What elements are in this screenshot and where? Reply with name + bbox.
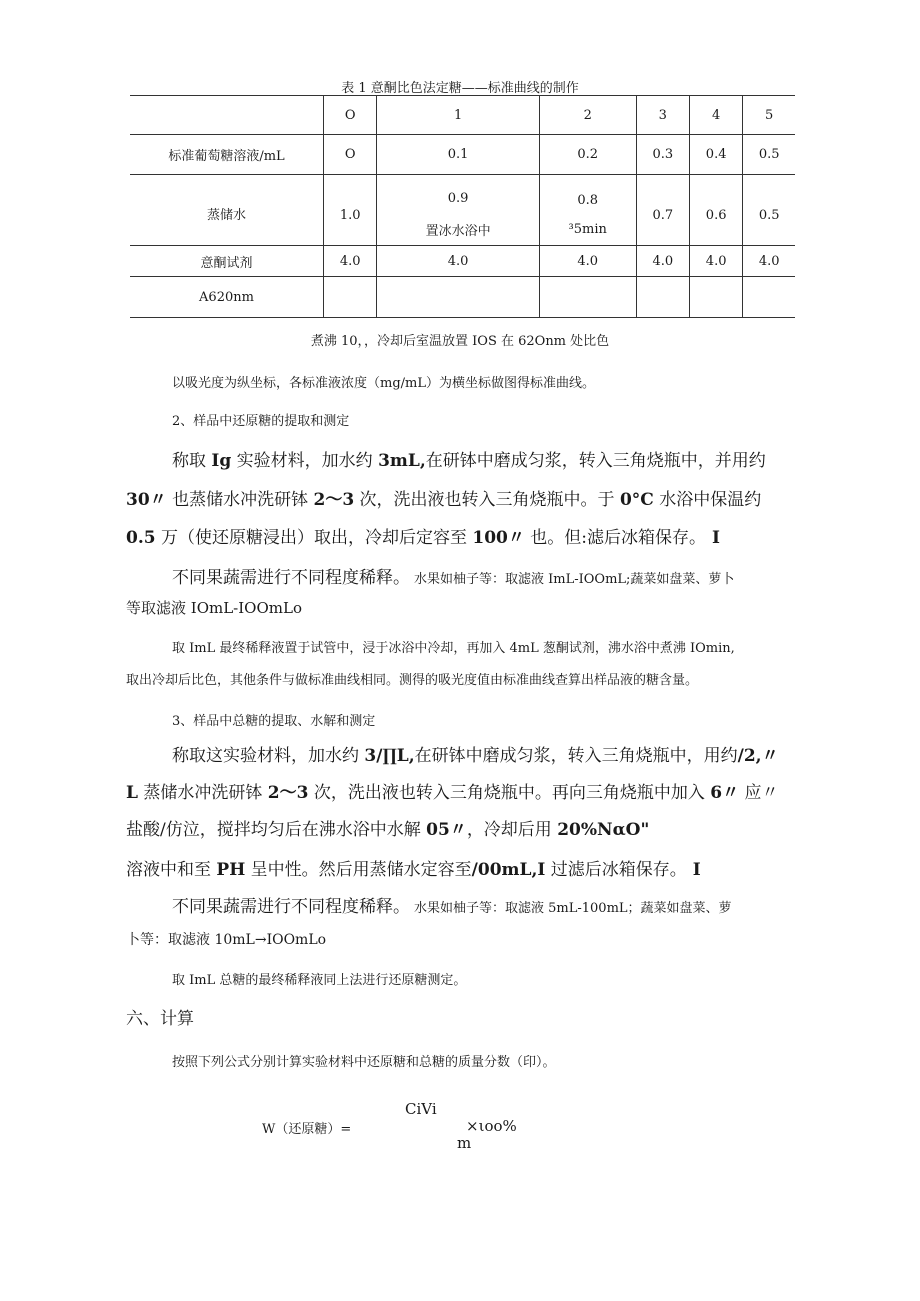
- text-run: 水浴中保温约: [653, 490, 762, 510]
- table-cell: [377, 277, 539, 318]
- row-label: A620nm: [130, 277, 324, 318]
- section3-line7: 取 ImL 总糖的最终稀释液同上法进行还原糖测定。: [172, 973, 467, 988]
- text-run: 称取: [172, 451, 212, 471]
- section2-line5: 等取滤液 IOmL-IOOmLo: [126, 599, 302, 617]
- section2-line2: [126, 485, 761, 510]
- text-run: 万（使还原糖浸出）取出，冷却后定容至: [155, 528, 473, 548]
- table-row: [130, 135, 795, 175]
- text-run: 不同果蔬需进行不同程度稀释。: [172, 568, 410, 588]
- text-run: 次，洗出液也转入三角烧瓶中。于: [354, 490, 620, 510]
- table-cell: [743, 175, 795, 246]
- text-run: 3mL,: [378, 451, 426, 471]
- section3-line4: [126, 855, 701, 880]
- table-footnote: 煮沸 10，，冷却后室温放置 IOS 在 62Onm 处比色: [310, 334, 610, 349]
- cell-value: 0.5: [758, 208, 780, 224]
- table-header-cell: 5: [743, 96, 795, 135]
- table-row: [130, 277, 795, 318]
- row-label: [130, 175, 324, 246]
- text-run: 也蒸储水冲洗研钵: [166, 490, 314, 510]
- text-run: 溶液中和至: [126, 860, 217, 880]
- table-header-cell: [130, 96, 324, 135]
- text-run: 盐酸/仿泣，搅拌均匀后在沸水浴中水解: [126, 820, 427, 840]
- row-label-text: 蒸储水: [206, 208, 246, 224]
- table-cell: 4.0: [743, 246, 795, 277]
- table-cell: 4.0: [689, 246, 742, 277]
- table-header-cell: 1: [377, 96, 539, 135]
- text-run: 在研钵中磨成匀浆，转入三角烧瓶中，用约: [414, 746, 738, 766]
- text-run: 水果如柚子等：取滤液 ImL-IOOmL;蔬菜如盘菜、萝卜: [414, 572, 735, 587]
- text-run: 05〃: [426, 820, 467, 840]
- text-run: PH: [216, 860, 246, 880]
- text-run: 也。但:滤后冰箱保存。: [524, 528, 707, 548]
- section3-heading: 3、样品中总糖的提取、水解和测定: [172, 714, 376, 729]
- table-cell: 0.5: [743, 135, 795, 175]
- text-run: 3∕∏L,: [364, 746, 415, 766]
- table-cell: 0.1: [377, 135, 539, 175]
- cell-note: 置冰水浴中: [425, 224, 491, 240]
- text-run: 应〃: [739, 783, 779, 803]
- text-run: 不同果蔬需进行不同程度稀释。: [172, 897, 410, 917]
- text-run: 0.5: [126, 528, 156, 548]
- text-run: 次，洗出液也转入三角烧瓶中。再向三角烧瓶中加入: [308, 783, 711, 803]
- formula-factor: ×ιoo%: [466, 1117, 517, 1135]
- section3-line1: [172, 741, 779, 766]
- text-run: 在研钵中磨成匀浆，转入三角烧瓶中，并用约: [425, 451, 766, 471]
- table-cell: 0.3: [636, 135, 689, 175]
- text-run: 实验材料，加水约: [231, 451, 379, 471]
- table-cell: [539, 175, 636, 246]
- table-cell: 4.0: [324, 246, 377, 277]
- cell-note: ³5min: [568, 222, 607, 238]
- cell-value: 1.0: [339, 208, 361, 224]
- cell-value: 0.7: [652, 208, 674, 224]
- table-cell: 0.4: [689, 135, 742, 175]
- text-run: 2～3: [313, 490, 355, 510]
- section2-line1: [172, 446, 766, 471]
- text-run: 水果如柚子等：取滤液 5mL-100mL；蔬菜如盘菜、萝: [414, 901, 732, 916]
- text-run: 蒸储水冲洗研钵: [137, 783, 268, 803]
- table-cell: 0.2: [539, 135, 636, 175]
- table-cell: [324, 175, 377, 246]
- table-header-cell: O: [324, 96, 377, 135]
- table-cell: [743, 277, 795, 318]
- table-cell: [689, 175, 742, 246]
- formula-numerator: CiVi: [405, 1100, 437, 1118]
- paragraph-curve: 以吸光度为纵坐标，各标准液浓度（mg/mL）为横坐标做图得标准曲线。: [172, 376, 595, 391]
- table-header-cell: 3: [636, 96, 689, 135]
- text-run: 30〃: [126, 490, 167, 510]
- section2-line4: [172, 563, 734, 588]
- text-run: 0°C: [619, 490, 654, 510]
- table-cell: [636, 175, 689, 246]
- text-run: 2～3: [267, 783, 309, 803]
- text-run: /2,〃: [737, 746, 779, 766]
- section3-line3: [126, 815, 649, 840]
- table-header-cell: 4: [689, 96, 742, 135]
- text-run: 100〃: [472, 528, 525, 548]
- cell-value: 0.9: [447, 190, 469, 206]
- section2-heading: 2、样品中还原糖的提取和测定: [172, 414, 350, 429]
- table-cell: [689, 277, 742, 318]
- table-cell: 4.0: [377, 246, 539, 277]
- section6-intro: 按照下列公式分别计算实验材料中还原糖和总糖的质量分数（印）。: [172, 1055, 556, 1070]
- section3-line6: 卜等：取滤液 10mL→IOOmLo: [126, 932, 327, 948]
- cell-value: 0.6: [705, 208, 727, 224]
- table-header-row: [130, 96, 795, 135]
- row-label: 标准葡萄糖溶液/mL: [130, 135, 324, 175]
- table-cell: [539, 277, 636, 318]
- formula-denominator: m: [457, 1134, 472, 1152]
- text-run: 呈中性。然后用蒸储水定容至: [245, 860, 472, 880]
- cell-value: 0.8: [577, 192, 599, 208]
- text-run: 20%NαO": [557, 820, 650, 840]
- table-row: [130, 246, 795, 277]
- section2-line7: 取出冷却后比色，其他条件与做标准曲线相同。测得的吸光度值由标准曲线查算出样品液的糖含量。: [126, 673, 699, 688]
- text-run: 6〃: [710, 783, 740, 803]
- section2-line6: 取 ImL 最终稀释液置于试管中，浸于冰浴中冷却，再加入 4mL 葱酮试剂，沸水浴中煮沸 IOmin,: [172, 641, 735, 656]
- table-header-cell: 2: [539, 96, 636, 135]
- text-run: 称取这实验材料，加水约: [172, 746, 365, 766]
- section2-line3: [126, 523, 720, 548]
- text-run: ，冷却后用: [466, 820, 558, 840]
- row-label: 意酮试剂: [130, 246, 324, 277]
- text-run: L: [126, 783, 138, 803]
- table-cell: [636, 277, 689, 318]
- table-cell: O: [324, 135, 377, 175]
- text-run: Ig: [211, 451, 232, 471]
- text-run: /00mL,I: [471, 860, 546, 880]
- table-cell: 4.0: [539, 246, 636, 277]
- table-cell: [324, 277, 377, 318]
- text-run: 过滤后冰箱保存。: [545, 860, 687, 880]
- standard-curve-table: [130, 95, 795, 318]
- section3-line5: [172, 892, 732, 917]
- section3-line2: [126, 778, 779, 803]
- table-caption: 表 1 意酮比色法定糖——标准曲线的制作: [341, 81, 579, 96]
- table-row: [130, 175, 795, 246]
- formula-lhs: W（还原糖）=: [262, 1122, 352, 1137]
- section6-heading: 六、计算: [126, 1009, 194, 1029]
- table-cell: 4.0: [636, 246, 689, 277]
- text-run: I: [692, 860, 701, 880]
- text-run: I: [712, 528, 720, 548]
- table-cell: [377, 175, 539, 246]
